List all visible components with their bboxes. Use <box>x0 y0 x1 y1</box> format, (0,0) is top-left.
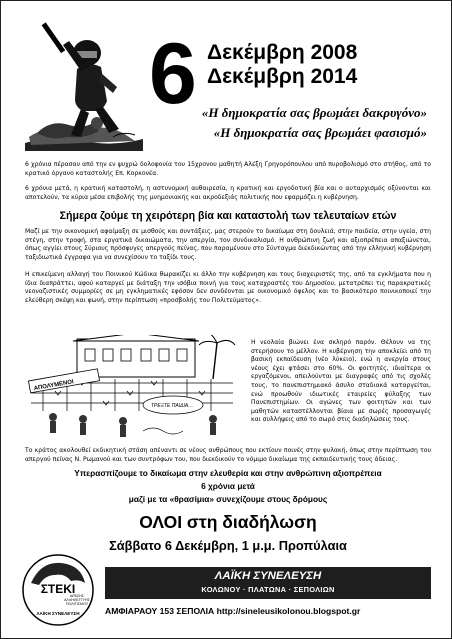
closing-defend-rights: Υπερασπίζουμε το δικαίωμα στην ελευθερία και στην ανθρώπινη αξιοπρέπεια <box>74 468 382 478</box>
demonstration-time-place: Σάββατο 6 Δεκέμβρη, 1 μ.μ. Προπύλαια <box>109 538 347 553</box>
slogan-tear-gas: «Η δημοκρατία σας βρωμάει δακρυγόνο» <box>201 105 427 120</box>
call-to-demonstration: ΟΛΟΙ στη διαδήλωση <box>139 512 317 532</box>
paragraph-youth: Η νεολαία βιώνει ένα σκληρό παρόν. Θέλουν να της στερήσουν το μέλλον. Η κυβέρνηση την αποκλείει από τη βασική εκπαίδευση (νέο λύκειο), ενώ η ανεργία στους νέους έχει φτάσει στο 60%. Οι φοιτητές, ιδιαίτερα οι εργαζόμενοι, απειλούνται με διαγραφές από τις σχολές τους, το πανεπιστημιακό άσυλο σταδιακά καταργείται, ενώ προωθούν ιδιωτικές εταιρείες φύλαξης των Πανεπιστημίων. Οι αγώνες των φοιτητών και των μαθητών καταστέλλονται βίαια με σωρές προσαγωγές και συλλήψεις από το σωρό στις διαδηλώσεις τους. <box>251 339 431 424</box>
paragraph-six-years: 6 χρόνια μετά, η κρατική καταστολή, η αστυνομική αυθαιρεσία, η κρατική και εργοδοτική βία και ο αυταρχισμός οξύνονται και αποτελούν, τα κύρια μέσα επιβολής της μνημονιακής και ακροδεξιάς πολιτικής που εφαρμόζει η κυβέρνηση. <box>25 185 431 201</box>
date-line-2014: Δεκέμβρη 2014 <box>207 65 358 88</box>
paragraph-austerity: Μαζί με την οικονομική αφαίμαξη σε μισθούς και συντάξεις, μας στερούν το δικαίωμα στη δουλειά, στην παιδεία, στην υγεία, στη στέγη, στην τροφή, στα εργατικά δικαιώματα, την απεργία, τον συνδικαλισμό. Η ανθρώπινη ζωή και αξιοπρέπεια απαξιώνεται, όπως αγγίει στους Σύριους πρόσφυγες απεργούς πείνας, που παραμένουν στο Σύνταγμα διεκδικώντας από την ελληνική κυβέρνηση ταξιδιωτικά έγγραφα για να συνεχίσουν το ταξίδι τους. <box>25 228 431 261</box>
speech-bubble-text: ΤΡΕΞΤΕ ΠΑΙΔΙΑ… <box>151 403 194 409</box>
logo-word: ΣΤΕΚΙ <box>40 582 76 596</box>
logo-bottom-text: ΛΑΪΚΗ ΣΥΝΕΛΕΥΣΗ <box>36 611 80 616</box>
date-line-2008: Δεκέμβρη 2008 <box>207 41 358 64</box>
paragraph-intro: 6 χρόνια πέρασαν από την εν ψυχρώ δολοφονία του 15χρονου μαθητή Αλέξη Γρηγορόπουλου από πυροβολισμό στο στήθος, από το κρατικό όργανο καταστολής Επ. Κορκονέα. <box>25 161 431 177</box>
big-number-six: 6 <box>149 26 197 122</box>
paragraph-penal-code: Η επικείμενη αλλαγή του Ποινικού Κώδικα θωρακίζει κι άλλο την κυβέρνηση και τους διαχειριστές της, από τα εγκλήματα που η ίδια διαπράττει, αφού καταργεί με διάταξη την ισόβια ποινή για τους καταχραστές του Δημοσίου, μετατρέπει τις παρακρατικές νεοναζιστικές συμμορίες σε μη εγκληματικές εφόσον δεν συνδέονται με οικονομικό όφελος και το βασικότερο ποινικοποιεί την ελεύθερη σκέψη και φωνή, στην περίπτωση «προσβολής του Πολιτεύματος». <box>25 271 431 304</box>
assembly-title: ΛΑΪΚΗ ΣΥΝΕΛΕΥΣΗ <box>214 570 322 582</box>
riot-police-illustration <box>23 15 145 153</box>
logo-sub-1: ΔΡΑΣΗΣ <box>70 594 84 598</box>
slogan-fascism: «Η δημοκρατία σας βρωμάει φασισμό» <box>213 125 427 140</box>
school-fence-illustration <box>23 335 241 439</box>
paragraph-prisoners: Το κράτος ακολουθεί εκδικητική στάση απέναντι σε νέους ανθρώπους που εκτίουν ποινές στην φυλακή, όπως στην περίπτωση του απεργού πείνας Ν. Ρωμανού και των συντρόφων του, που διεκδικούν το νόμιμο δικαίωμα της εκπαιδευτικής τους άδειας. <box>25 447 431 463</box>
closing-in-the-streets: μαζί με τα «θρασίμια» συνεχίζουμε στους δρόμους <box>128 494 328 504</box>
steki-logo <box>21 553 95 627</box>
fired-sign-text: ΑΠΟΛΥΜΕΝΟΙ <box>33 379 75 393</box>
closing-six-years-after: 6 χρόνια μετά <box>201 481 255 491</box>
logo-sub-3: ΠΟΛΙΤΙΣΜΟΥ <box>65 602 89 606</box>
assembly-banner <box>105 567 431 599</box>
address-and-blog-link[interactable]: ΑΜΦΙΑΡΑΟΥ 153 ΣΕΠΟΛΙΑ http://sinelеusikolonou.blogspot.gr <box>105 606 361 616</box>
logo-sub-2: ΑΛΛΗΛΕΓΓΥΗΣ <box>64 598 90 602</box>
section-heading: Σήμερα ζούμε τη χειρότερη βία και καταστολή των τελευταίων ετών <box>59 210 397 222</box>
assembly-neighborhoods: ΚΟΛΩΝΟΥ · ΠΛΑΤΩΝΑ · ΣΕΠΟΛΙΩΝ <box>201 585 335 594</box>
